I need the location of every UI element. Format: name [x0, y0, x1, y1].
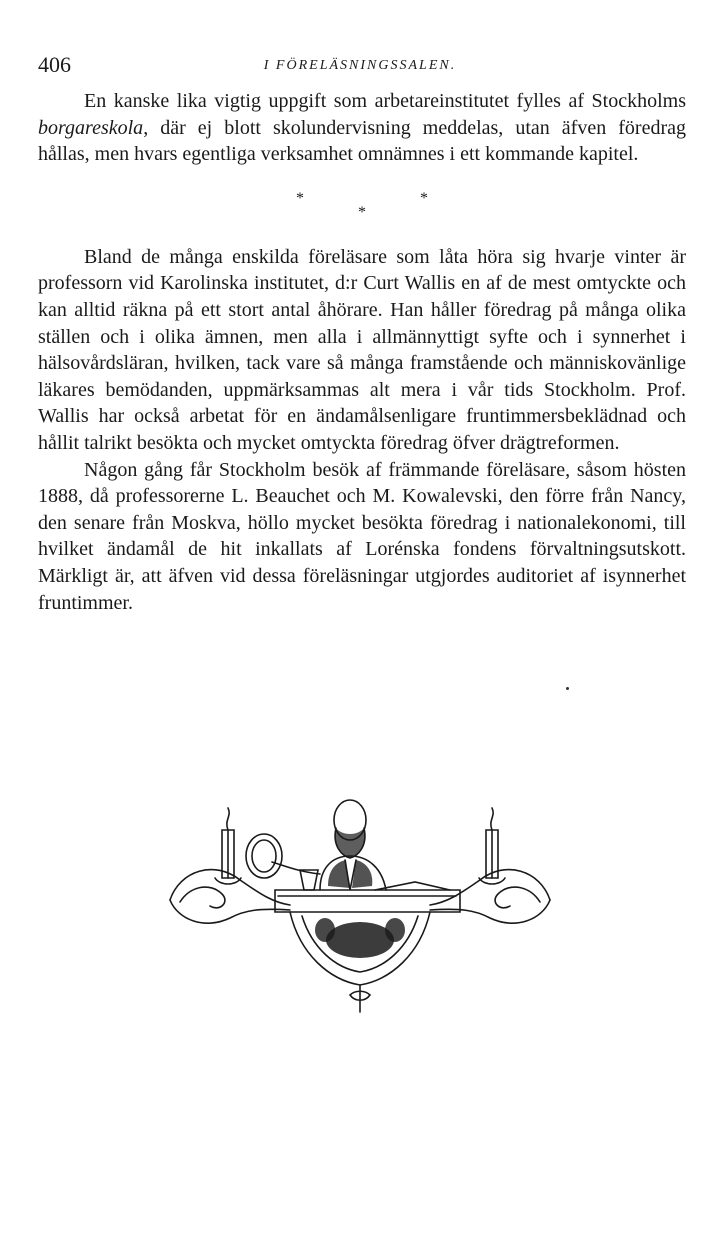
asterisk: *: [358, 203, 366, 221]
asterisk: *: [420, 189, 428, 207]
page-number: 406: [38, 52, 71, 77]
emphasis-term: borgareskola: [38, 116, 144, 139]
ink-speck: [566, 687, 569, 690]
section-break-asterism: [38, 182, 686, 234]
paragraph-text: , där ej blott skolundervisning meddelas, utan äfven föredrag hållas, men hvars egentliga verksamhet omnämnes i ett kommande kapitel.: [38, 116, 686, 166]
paragraph: [38, 88, 686, 168]
paragraph: Någon gång får Stockholm besök af främmande föreläsare, såsom hösten 1888, då professorerne L. Beauchet och M. Kowalevski, den förre från Nancy, den senare från Moskva, höllo mycket besökta föredrag i nationalekonomi, till hvilket ändamål de hit inkallats af Lorénska fondens förvaltningsutskott. Märkligt är, att äfven vid dessa föreläsningar utgjordes auditoriet af isynnerhet fruntimmer.: [38, 458, 686, 614]
asterisk: *: [296, 189, 304, 207]
paragraph-text: En kanske lika vigtig uppgift som arbetareinstitutet fylles af Stockholms: [84, 90, 686, 112]
body-text: [38, 88, 686, 616]
running-title: I FÖRELÄSNINGSSALEN.: [263, 58, 457, 73]
page-header: [38, 52, 682, 82]
lecturer-vignette-illustration: [160, 790, 560, 1015]
paragraph: Bland de många enskilda föreläsare som låta höra sig hvarje vinter är professorn vid Karolinska institutet, d:r Curt Wallis en af de mest omtyckte och kan alltid räkna på ett stort antal åhörare. Han håller föredrag på många olika ställen och i olika ämnen, men alla i allmännyttigt syfte och i synnerhet i hälsovårdsläran, hvilken, tack vare så många framstående och människovänlige läkares bemödanden, uppmärksammas alt mera i vår tids Stockholm. Prof. Wallis har också arbetat för en ändamålsenligare fruntimmersbeklädnad och hållit talrikt besökta och mycket omtyckta föredrag öfver drägtreformen.: [38, 245, 686, 454]
